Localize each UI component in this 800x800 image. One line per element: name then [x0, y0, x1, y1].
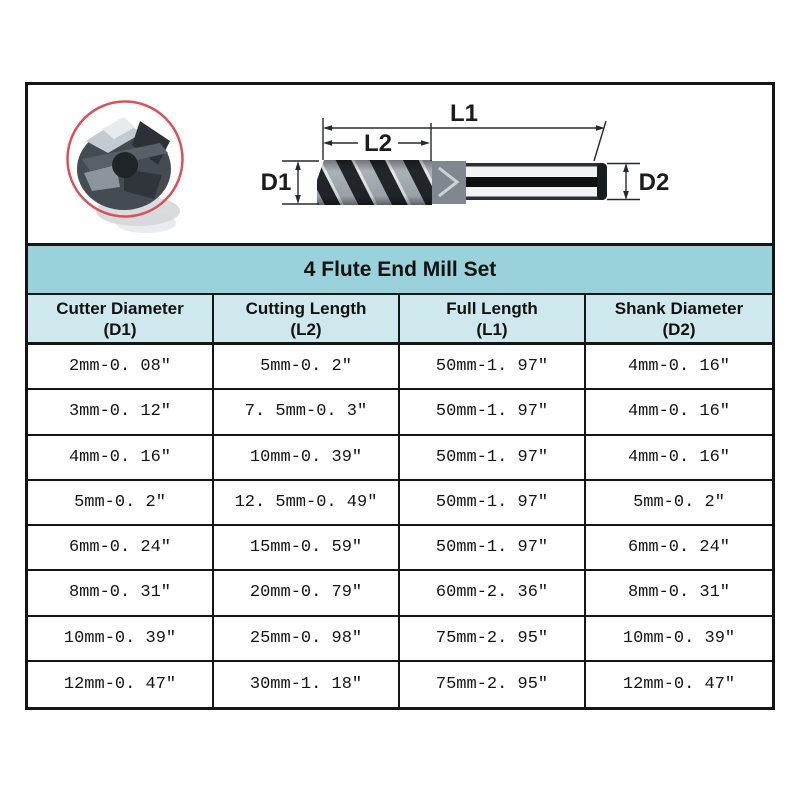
table-cell: 5mm-0. 2″ [214, 345, 400, 390]
table-cell: 30mm-1. 18″ [214, 662, 400, 707]
shank-stripe [466, 177, 600, 187]
table-cell: 10mm-0. 39″ [586, 617, 772, 662]
l1-arrow-left-icon [323, 125, 332, 131]
mill-hub [112, 152, 138, 178]
shank-end-cap [597, 163, 607, 200]
table-cell: 12mm-0. 47″ [586, 662, 772, 707]
column-header-line2: (L1) [476, 319, 508, 339]
table-cell: 50mm-1. 97″ [400, 390, 586, 435]
table-cell: 3mm-0. 12″ [28, 390, 214, 435]
shank-bottom-edge [466, 197, 602, 201]
l2-arrow-left-icon [323, 140, 332, 146]
d1-label: D1 [260, 169, 292, 196]
d2-arrow-down-icon [623, 191, 629, 200]
table-cell: 60mm-2. 36″ [400, 571, 586, 616]
table-cell: 15mm-0. 59″ [214, 526, 400, 571]
table-cell: 4mm-0. 16″ [28, 436, 214, 481]
l1-label: L1 [449, 100, 479, 127]
l2-label: L2 [363, 130, 393, 157]
column-header-line2: (L2) [290, 319, 322, 339]
column-header-shank-diameter [586, 295, 772, 345]
end-mill-diagram [28, 85, 772, 243]
column-header-line2: (D2) [662, 319, 696, 339]
table-cell: 50mm-1. 97″ [400, 481, 586, 526]
table-cell: 2mm-0. 08″ [28, 345, 214, 390]
column-header-full-length [400, 295, 586, 345]
table-cell: 75mm-2. 95″ [400, 662, 586, 707]
spec-table [28, 246, 772, 707]
table-title: 4 Flute End Mill Set [28, 246, 772, 295]
column-header-line1: Full Length [446, 298, 538, 318]
end-mill-side-view [317, 160, 607, 205]
table-cell: 4mm-0. 16″ [586, 436, 772, 481]
table-cell: 12mm-0. 47″ [28, 662, 214, 707]
column-header-line1: Cutter Diameter [56, 298, 184, 318]
table-cell: 5mm-0. 2″ [28, 481, 214, 526]
table-cell: 12. 5mm-0. 49″ [214, 481, 400, 526]
diagram-zone [28, 85, 772, 246]
column-header-cutter-diameter [28, 295, 214, 345]
table-cell: 6mm-0. 24″ [586, 526, 772, 571]
table-cell: 75mm-2. 95″ [400, 617, 586, 662]
table-cell: 4mm-0. 16″ [586, 345, 772, 390]
column-header-line1: Shank Diameter [614, 298, 744, 318]
transition-neck [432, 161, 466, 204]
table-cell: 50mm-1. 97″ [400, 526, 586, 571]
d1-arrow-down-icon [295, 195, 301, 204]
table-cell: 7. 5mm-0. 3″ [214, 390, 400, 435]
table-cell: 6mm-0. 24″ [28, 526, 214, 571]
table-cell: 25mm-0. 98″ [214, 617, 400, 662]
d2-label: D2 [638, 169, 670, 196]
table-cell: 8mm-0. 31″ [28, 571, 214, 616]
column-header-line1: Cutting Length [245, 298, 367, 318]
spec-sheet [25, 82, 775, 710]
table-cell: 50mm-1. 97″ [400, 345, 586, 390]
table-cell: 5mm-0. 2″ [586, 481, 772, 526]
table-cell: 10mm-0. 39″ [214, 436, 400, 481]
column-header-line2: (D1) [103, 319, 137, 339]
shank-top-edge [466, 163, 602, 167]
flute-shading [317, 160, 432, 205]
table-cell: 20mm-0. 79″ [214, 571, 400, 616]
table-cell: 4mm-0. 16″ [586, 390, 772, 435]
table-cell: 10mm-0. 39″ [28, 617, 214, 662]
table-cell: 50mm-1. 97″ [400, 436, 586, 481]
d1-arrow-up-icon [295, 161, 301, 170]
end-mill-photo [68, 102, 183, 234]
l2-arrow-right-icon [421, 140, 430, 146]
d2-arrow-up-icon [623, 163, 629, 172]
table-cell: 8mm-0. 31″ [586, 571, 772, 616]
column-header-cutting-length [214, 295, 400, 345]
